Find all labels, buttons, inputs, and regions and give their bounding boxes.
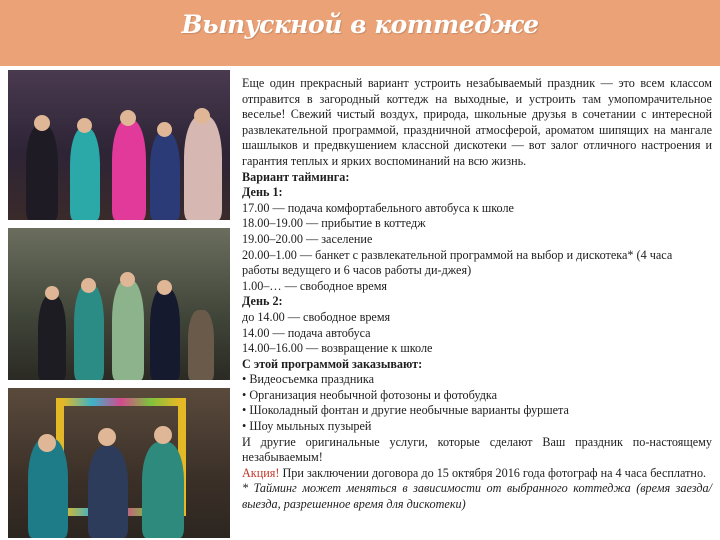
day1-heading: День 1: [242,185,283,200]
intro-paragraph: Еще один прекрасный вариант устроить незабываемый праздник — это всем классом отправится в загородный коттедж на выходные, и устроить там умопомрачительное веселье! Свежий чистый воздух, природа, школьные друзья в сочетании с интересной развлекательной программой, праздничной атмосферой, ароматом шипящих на мангале шашлыков и предвкушением классной дискотеки — вот залог отличного настроения и гарантия теплых и ярких воспоминаний на всю жизнь. [242,76,712,168]
day2-item: 14.00 — подача автобуса [242,325,371,340]
footnote: * Тайминг может меняться в зависимости от выбранного коттеджа (время заезда/выезда, разрешенное время для дискотеки) [242,481,712,512]
day2-item: 14.00–16.00 — возвращение к школе [242,341,433,356]
day1-item: 1.00–… — свободное время [242,278,388,293]
program-description [242,76,712,513]
day1-item: 20.00–1.00 — банкет с развлекательной программой на выбор и дискотека* (4 часа работы ведущего и 6 часов работы ди-джея) [242,247,673,278]
other-services-text: И другие оригинальные услуги, которые сделают Ваш праздник по-настоящему незабываемым! [242,434,712,465]
promo-paragraph [242,466,712,482]
day2-heading: День 2: [242,294,283,309]
party-photo-dance-floor [8,228,230,380]
party-photo-dancing [8,70,230,220]
promo-text: При заключении договора до 15 октября 2016 года фотограф на 4 часа бесплатно. [279,465,707,480]
timing-heading: Вариант тайминга: [242,169,350,184]
page-title: Выпускной в коттедже [181,10,539,39]
party-photo-frame-prop [8,388,230,538]
day2-item: до 14.00 — свободное время [242,309,391,324]
promo-label: Акция! [242,465,280,480]
extra-service-item: • Организация необычной фотозоны и фотобудка [242,387,498,402]
extra-service-item: • Шоу мыльных пузырей [242,419,372,434]
day1-item: 19.00–20.00 — заселение [242,231,373,246]
day1-item: 18.00–19.00 — прибытие в коттедж [242,216,426,231]
extra-service-item: • Видеосъемка праздника [242,372,375,387]
order-heading: С этой программой заказывают: [242,356,423,371]
photo-column [8,70,230,538]
extra-service-item: • Шоколадный фонтан и другие необычные варианты фуршета [242,403,569,418]
title-banner [0,0,720,66]
day1-item: 17.00 — подача комфортабельного автобуса к школе [242,200,514,215]
